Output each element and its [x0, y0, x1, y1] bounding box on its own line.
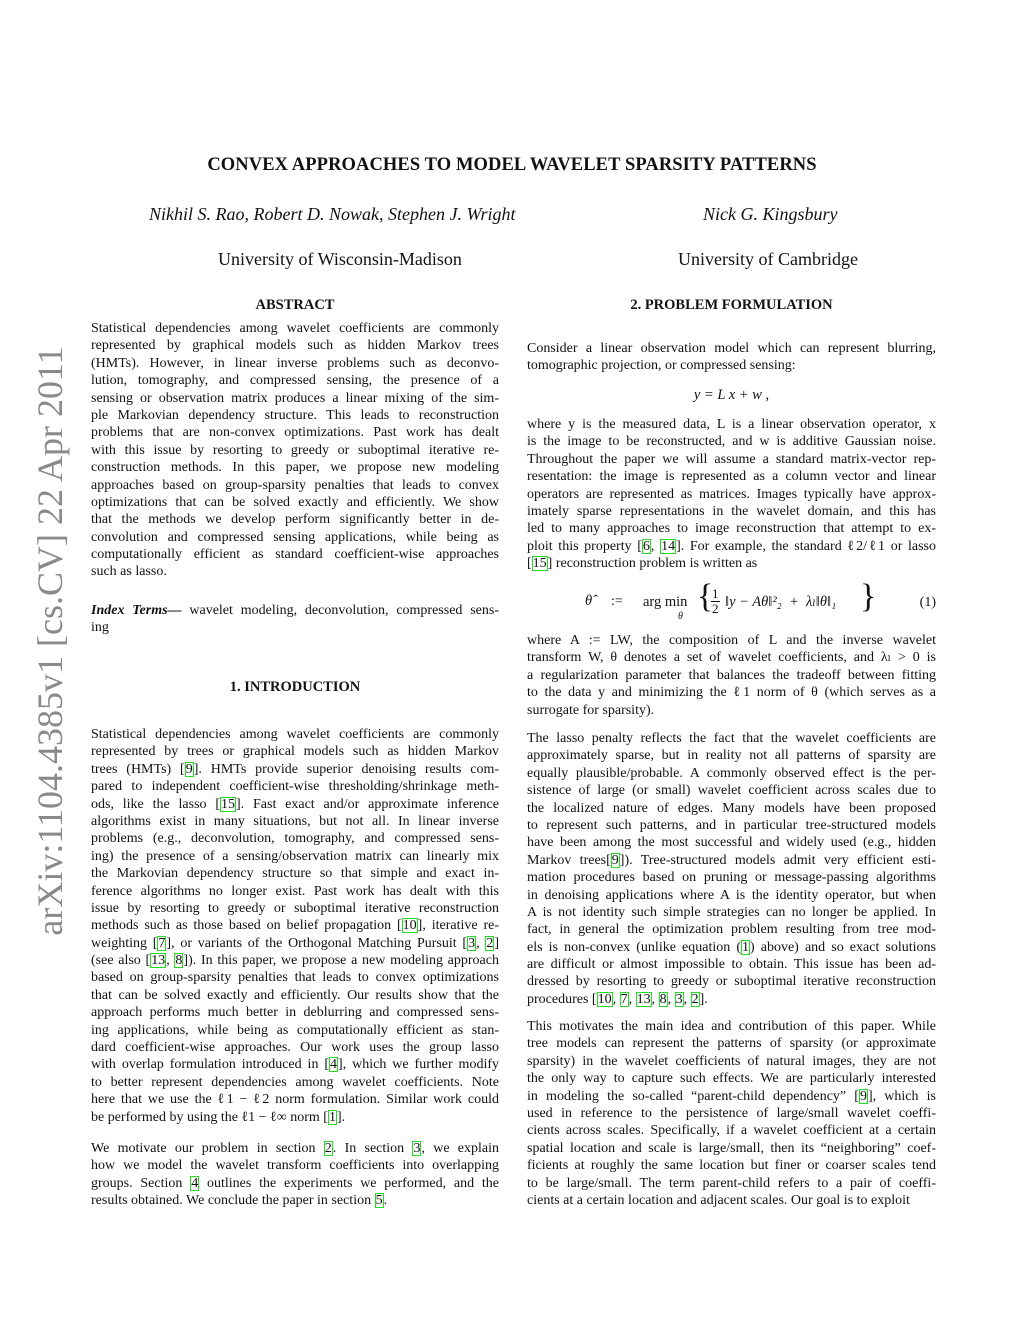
formulation-paragraph-4	[527, 730, 936, 1008]
index-terms-line	[91, 602, 499, 619]
text-line: have been among the most successful and widely used (e.g., hidden	[527, 835, 936, 851]
text-line: fact, in general the optimization problem resulting from tree mod-	[527, 922, 936, 938]
text-line: trees (HMTs) [9]. HMTs provide superior denoising results com-	[91, 761, 499, 777]
citation-link[interactable]: 9	[859, 1088, 867, 1104]
citation-link[interactable]: 3	[675, 991, 683, 1007]
eq-open-brace: {	[697, 578, 714, 615]
citation-link[interactable]: 13	[151, 953, 166, 969]
text-line: that can be solved exactly and efficiently. Our results show that the	[91, 987, 499, 1003]
text-line: in modeling the so-called “parent-child dependency” [9], which is	[527, 1088, 936, 1104]
text-line: operators are represented as matrices. Images typically have approx-	[527, 486, 936, 502]
text-line: is the image to be reconstructed, and w is additive Gaussian noise.	[527, 434, 936, 450]
text-line: lution, tomography, and compressed sensing, the presence of a	[91, 373, 499, 389]
text-line: to be large/small. The term parent-child refers to a pair of coeffi-	[527, 1175, 936, 1191]
text-line: here that we use the ℓ1 − ℓ2 norm formulation. Similar work could	[91, 1092, 499, 1108]
text-line: results obtained. We conclude the paper in section 5.	[91, 1193, 388, 1209]
eq-body: ‖y − Aθ‖²₂ + λₗ‖θ‖₁	[725, 594, 837, 610]
section-link[interactable]: 3	[413, 1141, 421, 1156]
citation-link[interactable]: 8	[659, 991, 667, 1007]
text-line: mation procedures based on pruning or message-passing algorithms	[527, 870, 936, 886]
text-line: with this issue by resorting to greedy or suboptimal iterative re-	[91, 442, 499, 458]
text-line: Statistical dependencies among wavelet coefficients are commonly	[91, 727, 499, 742]
arxiv-stamp: arXiv:1104.4385v1 [cs.CV] 22 Apr 2011	[30, 346, 70, 936]
index-terms-text: wavelet modeling, deconvolution, compressed sens-	[181, 603, 500, 618]
citation-link[interactable]: 7	[620, 991, 628, 1007]
citation-link[interactable]: 10	[597, 991, 612, 1007]
text-line: Statistical dependencies among wavelet coefficients are commonly	[91, 321, 499, 336]
abstract-heading: ABSTRACT	[255, 297, 335, 313]
text-line: [15] reconstruction problem is written as	[527, 556, 758, 572]
formulation-paragraph-5	[527, 1018, 936, 1209]
text-line: ficients at roughly the same location but finer or coarser scales tend	[527, 1158, 936, 1174]
text-line: The lasso penalty reflects the fact that the wavelet coefficients are	[527, 731, 936, 746]
citation-link[interactable]: 14	[661, 538, 676, 554]
text-line: a regularization parameter that balances the tradeoff between fitting	[527, 667, 936, 683]
text-line: groups. Section 4 outlines the experiments we performed, and the	[91, 1175, 499, 1191]
text-line: cients across scales. Specifically, if a wavelet coefficient at a certain	[527, 1123, 936, 1139]
citation-link[interactable]: 10	[402, 918, 417, 934]
text-line: issue by resorting to greedy or suboptimal iterative reconstruction	[91, 900, 499, 916]
text-line: in denoising applications where A is the identity operator, but when	[527, 887, 936, 903]
text-line: ing) the presence of a sensing/observation matrix can linearly mix	[91, 848, 499, 864]
eq-argmin-subscript: θ	[678, 611, 683, 622]
text-line: the only way to capture such effects. We are particularly interested	[527, 1071, 936, 1087]
text-line: We motivate our problem in section 2. In section 3, we explain	[91, 1141, 500, 1156]
text-line: A is not identity such simple strategies can no longer be applied. In	[527, 904, 936, 920]
citation-link[interactable]: 3	[468, 935, 476, 951]
citation-link[interactable]: 2	[486, 935, 494, 951]
citation-link[interactable]: 6	[642, 538, 650, 554]
text-line: where y is the measured data, L is a linear observation operator, x	[527, 417, 936, 432]
text-line: tomographic projection, or compressed sensing:	[527, 358, 796, 374]
citation-link[interactable]: 1	[328, 1109, 336, 1125]
text-line: equally plausible/probable. A commonly observed effect is the per-	[527, 765, 936, 781]
text-line: to better represent dependencies among wavelet coefficients. Note	[91, 1074, 499, 1090]
equation-link[interactable]: 1	[742, 939, 749, 955]
authors-cambridge: Nick G. Kingsbury	[703, 204, 838, 224]
text-line: be performed by using the ℓ1 − ℓ∞ norm [1].	[91, 1109, 346, 1125]
text-line: convolution and compressed sensing applications, while being as	[91, 529, 499, 545]
text-line: transform W, θ denotes a set of wavelet coefficients, and λₗ > 0 is	[527, 650, 936, 666]
lasso-equation	[527, 578, 936, 624]
section-link[interactable]: 2	[324, 1141, 332, 1156]
text-line: led to many approaches to image reconstruction that attempt to ex-	[527, 521, 936, 537]
equation-number: (1)	[919, 595, 936, 610]
index-terms-label: Index Terms—	[91, 603, 182, 618]
problem-formulation-heading: 2. PROBLEM FORMULATION	[630, 297, 833, 313]
text-line: ing applications, while being as computationally efficient as stan-	[91, 1022, 499, 1038]
eq-frac-den: 2	[712, 601, 719, 616]
citation-link[interactable]: 13	[636, 991, 651, 1007]
text-line: procedures [10, 7, 13, 8, 3, 2].	[527, 991, 708, 1007]
formulation-paragraph-2	[527, 416, 936, 573]
text-line: how we model the wavelet transform coefficients into overlapping	[91, 1158, 499, 1174]
citation-link[interactable]: 9	[185, 761, 193, 777]
text-line: sensing or observation matrix produces a linear mixing of the sim-	[91, 390, 499, 406]
text-line: to represent such patterns, and in particular tree-structured models	[527, 817, 936, 833]
text-line: ploit this property [6, 14]. For example, the standard ℓ2/ℓ1 or lasso	[527, 538, 936, 554]
paper-title: CONVEX APPROACHES TO MODEL WAVELET SPARSITY PATTERNS	[207, 155, 817, 175]
formulation-paragraph-3	[527, 632, 936, 719]
intro-paragraph-2	[91, 1140, 499, 1210]
text-line: pared to independent coefficient-wise thresholding/shrinkage meth-	[91, 779, 499, 795]
citation-link[interactable]: 7	[158, 935, 166, 951]
text-line: spatial location and scale is large/small, then its “neighboring” coef-	[527, 1140, 936, 1156]
text-line: This motivates the main idea and contribution of this paper. While	[527, 1019, 936, 1034]
authors-wisconsin: Nikhil S. Rao, Robert D. Nowak, Stephen J. Wright	[149, 204, 516, 224]
text-line: problems that are non-convex optimizations. Past work has dealt	[91, 425, 499, 441]
text-line: represented by trees or graphical models such as hidden Markov	[91, 744, 499, 760]
text-line: Markov trees[9]). Tree-structured models admit very efficient esti-	[527, 852, 936, 868]
text-line: els is non-convex (unlike equation (1) above) and so exact solutions	[527, 939, 936, 955]
text-line: the Markovian dependency structure so that simple and exact in-	[91, 866, 499, 882]
text-line: with overlap formulation introduced in [4], which we further modify	[91, 1057, 500, 1073]
index-terms-line: ing	[91, 620, 109, 636]
citation-link[interactable]: 15	[221, 796, 236, 812]
text-line: (HMTs). However, in linear inverse problems such as deconvo-	[91, 355, 499, 371]
citation-link[interactable]: 2	[691, 991, 699, 1007]
text-line: computationally efficient as standard coefficient-wise approaches	[91, 547, 499, 563]
text-line: optimizations that can be solved exactly and efficiently. We show	[91, 494, 499, 510]
text-line: imately sparse representations in the wavelet domain, and this has	[527, 503, 936, 519]
text-line: ple Markovian dependency structure. This leads to reconstruction	[91, 407, 499, 423]
eq-frac-num: 1	[712, 586, 719, 601]
eq-close-brace: }	[860, 578, 877, 615]
text-line: approach performs much better in deblurring and compressed sens-	[91, 1005, 499, 1021]
text-line: dard coefficient-wise approaches. Our work uses the group lasso	[91, 1040, 499, 1056]
text-line: resentation: the image is represented as a column vector and linear	[527, 469, 936, 485]
observation-model-equation: y = L x + w ,	[693, 387, 770, 403]
text-line: Consider a linear observation model which can represent blurring,	[527, 341, 936, 356]
text-line: surrogate for sparsity).	[527, 702, 655, 718]
section-link[interactable]: 5	[375, 1193, 383, 1209]
text-line: tree models can represent the patterns of sparsity (or approximate	[527, 1036, 936, 1052]
text-line: approaches based on group-sparsity penalties that leads to convex	[91, 477, 499, 493]
text-line: the localized nature of edges. Many models have been proposed	[527, 800, 936, 816]
citation-link[interactable]: 9	[611, 852, 619, 868]
index-terms	[91, 602, 499, 637]
text-line: (see also [13, 8]). In this paper, we propose a new modeling approach	[91, 953, 499, 969]
text-line: sistence of large (or small) wavelet coefficient across scales due to	[527, 783, 936, 799]
affiliation-wisconsin: University of Wisconsin-Madison	[218, 249, 462, 269]
intro-paragraph-1	[91, 726, 499, 1126]
text-line: based on group-sparsity penalties that leads to convex optimizations	[91, 970, 499, 986]
formulation-paragraph-1	[527, 340, 936, 375]
text-line: that the methods we develop perform significantly better in de-	[91, 512, 499, 528]
text-line: are difficult or almost impossible to obtain. This issue has been ad-	[527, 957, 936, 973]
citation-link[interactable]: 4	[330, 1057, 338, 1073]
text-line: construction methods. In this paper, we propose new modeling	[91, 460, 499, 476]
eq-lhs: θ̂	[585, 593, 593, 609]
text-line: ference algorithms no longer exist. Past work has dealt with this	[91, 883, 499, 899]
text-line: such as lasso.	[91, 564, 167, 580]
text-line: problems (e.g., deconvolution, tomography, and compressed sens-	[91, 831, 499, 847]
citation-link[interactable]: 15	[532, 556, 547, 572]
eq-fraction	[711, 587, 720, 616]
introduction-heading: 1. INTRODUCTION	[229, 679, 361, 695]
text-line: Throughout the paper we will assume a standard matrix-vector rep-	[527, 451, 936, 467]
text-line: weighting [7], or variants of the Orthogonal Matching Pursuit [3, 2]	[91, 935, 499, 951]
affiliation-cambridge: University of Cambridge	[678, 249, 858, 269]
eq-assign: :=	[611, 594, 623, 609]
text-line: sparsity) in the wavelet coefficients of natural images, they are not	[527, 1053, 936, 1069]
citation-link[interactable]: 8	[175, 953, 183, 969]
eq-argmin: arg min	[643, 594, 688, 610]
text-line: where A := LW, the composition of L and the inverse wavelet	[527, 633, 936, 648]
text-line: ods, like the lasso [15]. Fast exact and/or approximate inference	[91, 796, 499, 812]
text-line: represented by graphical models such as hidden Markov trees	[91, 338, 499, 354]
text-line: to the data y and minimizing the ℓ1 norm of θ (which serves as a	[527, 685, 936, 701]
text-line: dressed by resorting to greedy or suboptimal iterative reconstruction	[527, 974, 936, 990]
text-line: algorithms exist in many situations, but not all. In linear inverse	[91, 813, 499, 829]
section-link[interactable]: 4	[191, 1175, 199, 1191]
text-line: cients at a certain location and adjacent scales. Our goal is to exploit	[527, 1192, 910, 1208]
abstract-text	[91, 320, 499, 581]
text-line: approximately sparse, but in reality not all patterns of sparsity are	[527, 748, 936, 764]
text-line: used in reference to the persistence of large/small wavelet coeffi-	[527, 1105, 936, 1121]
text-line: methods such as those based on belief propagation [10], iterative re-	[91, 918, 500, 934]
